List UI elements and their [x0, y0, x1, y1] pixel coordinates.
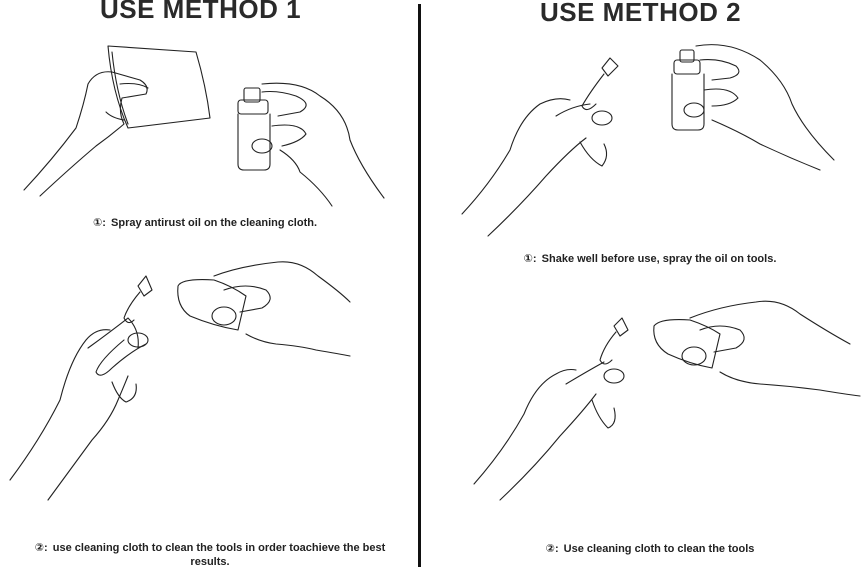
method2-step2-caption [500, 542, 800, 556]
method2-title: USE METHOD 2 [540, 0, 742, 27]
method1-step1-caption [60, 216, 350, 230]
step-text: Use cleaning cloth to clean the tools [563, 543, 755, 555]
method1-title: USE METHOD 1 [100, 0, 302, 24]
step-number: ①: [92, 217, 106, 229]
spray-bottle-illustration [238, 83, 384, 206]
method1-step2-caption [20, 541, 400, 569]
step-number: ②: [545, 543, 559, 555]
hand-holding-nipper-illustration-2 [462, 58, 618, 236]
hand-with-cloth-illustration [178, 262, 350, 356]
step-text: use cleaning cloth to clean the tools in order toachieve the best results. [52, 542, 386, 568]
step-text: Shake well before use, spray the oil on tools. [541, 253, 777, 265]
spray-bottle-illustration-2 [672, 45, 834, 170]
hand-holding-nipper-illustration [10, 276, 152, 500]
hand-holding-cloth-illustration [24, 46, 210, 196]
step-text: Spray antirust oil on the cleaning cloth. [111, 217, 318, 229]
method2-step1-caption [490, 252, 810, 266]
step-number: ①: [523, 253, 537, 265]
hand-with-cloth-illustration-2 [654, 301, 860, 396]
hand-holding-nipper-illustration-3 [474, 318, 628, 500]
step-number: ②: [34, 542, 48, 554]
